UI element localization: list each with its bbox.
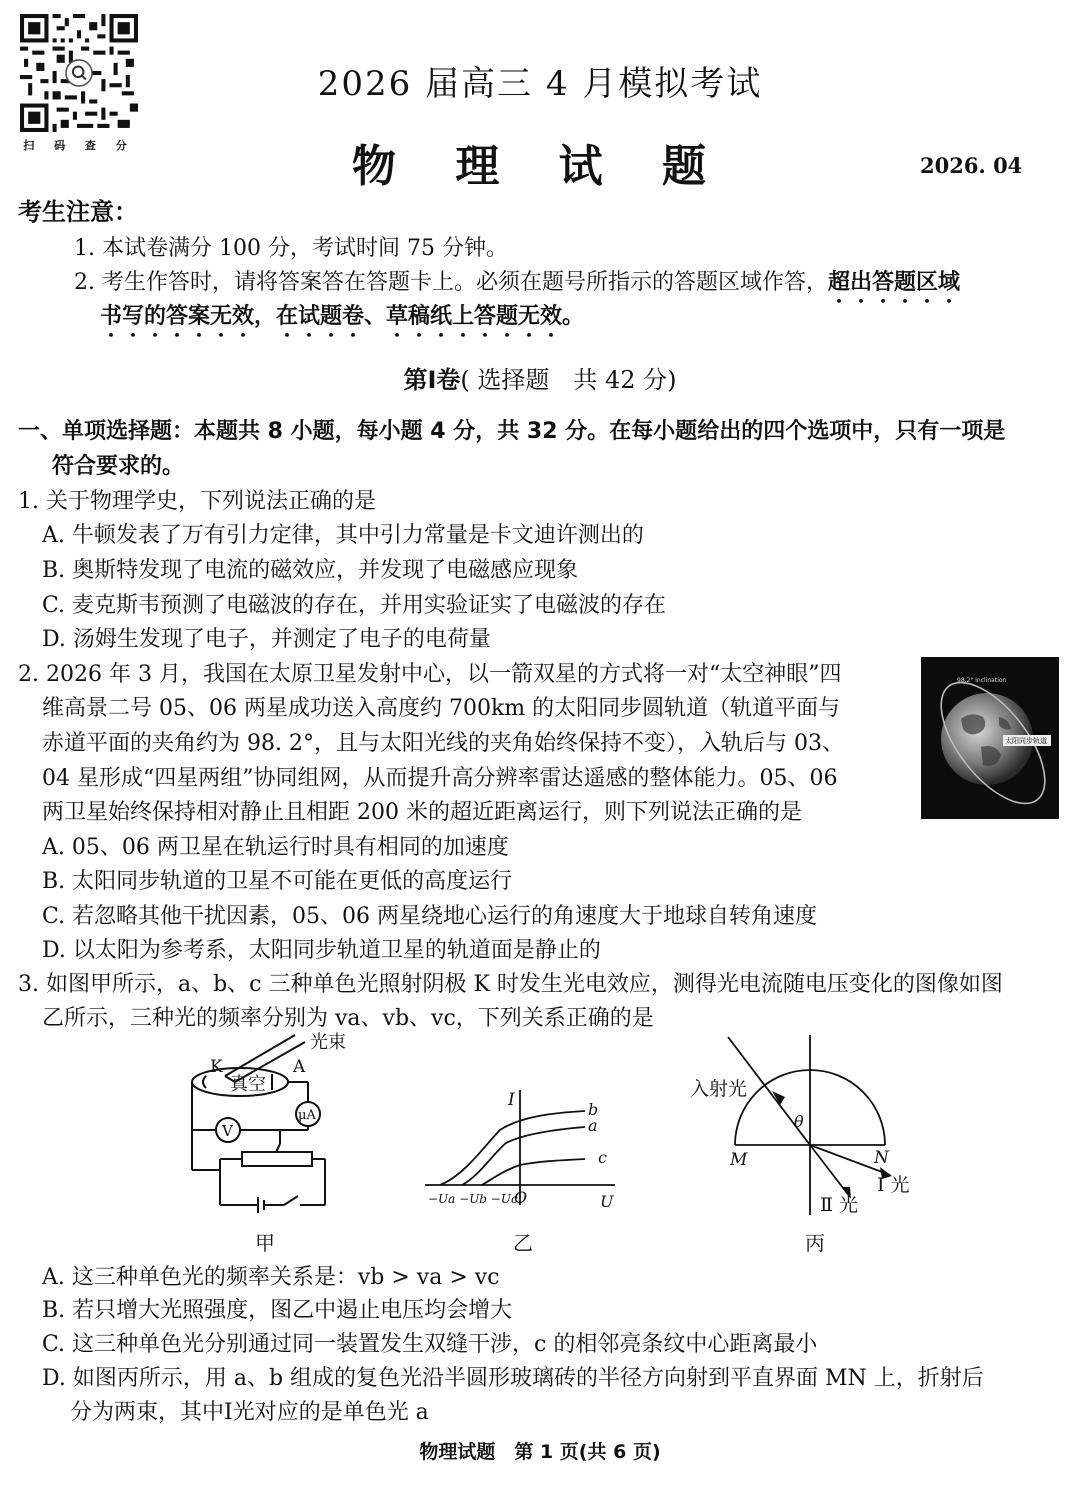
bing-m-label: M [730, 1150, 748, 1170]
exam-title: 2026 届高三 4 月模拟考试 [317, 64, 763, 104]
bing-n-label: N [874, 1148, 889, 1168]
q3-option-b: B. 若只增大光照强度，图乙中遏止电压均会增大 [42, 1298, 513, 1323]
notice-heading: 考生注意： [18, 198, 138, 226]
notice-item-2-text: 2. 考生作答时，请将答案答在答题卡上。必须在题号所指示的答题区域作答， [74, 270, 828, 295]
figure-jia-circuit [180, 1030, 350, 1220]
q2-stem-line4: 04 星形成“四星两组”协同组网，从而提升高分辨率雷达遥感的整体能力。05、06 [42, 766, 838, 791]
yi-u-axis: U [600, 1192, 614, 1211]
q2-stem-line1: 2. 2026 年 3 月，我国在太原卫星发射中心，以一箭双星的方式将一对“太空神眼”四 [18, 662, 842, 687]
bing-light2-label: Ⅱ 光 [820, 1194, 858, 1216]
q1-option-d: D. 汤姆生发现了电子，并测定了电子的电荷量 [42, 627, 491, 652]
q2-stem-line5: 两卫星始终保持相对静止且相距 200 米的超近距离运行，则下列说法正确的是 [42, 800, 802, 825]
earth-image-label-1: 98.2° inclination [957, 677, 1007, 684]
bing-incident-label: 入射光 [690, 1078, 748, 1100]
yi-series-b: b [588, 1100, 599, 1119]
notice-item-1: 1. 本试卷满分 100 分，考试时间 75 分钟。 [74, 236, 508, 261]
section-heading-line1: 一、单项选择题：本题共 8 小题，每小题 4 分，共 32 分。在每小题给出的四个选项中，只有一项是 [18, 419, 1006, 444]
earth-image-label-2: 太阳同步轨道 [1005, 737, 1047, 745]
figure-jia-label: 甲 [255, 1231, 275, 1255]
exam-date: 2026. 04 [920, 153, 1023, 178]
figure-bing-label: 丙 [805, 1231, 825, 1255]
jia-k-label: K [210, 1057, 223, 1077]
q3-option-d-line2: 分为两束，其中Ⅰ光对应的是单色光 a [70, 1400, 429, 1425]
q2-option-c: C. 若忽略其他干扰因素，05、06 两星绕地心运行的角速度大于地球自转角速度 [42, 904, 818, 929]
earth-orbit-image [921, 657, 1059, 819]
q2-option-a: A. 05、06 两卫星在轨运行时具有相同的加速度 [42, 835, 509, 860]
notice-item-2-emphasis-b: 书写的答案无效，在试题卷、草稿纸上答题无效。 [100, 304, 585, 329]
yi-series-a: a [588, 1116, 598, 1135]
q3-option-c: C. 这三种单色光分别通过同一装置发生双缝干涉，c 的相邻亮条纹中心距离最小 [42, 1332, 818, 1357]
section-heading-line2: 符合要求的。 [52, 454, 185, 479]
q3-option-d-line1: D. 如图丙所示，用 a、b 组成的复色光沿半圆形玻璃砖的半径方向射到平直界面 MN 上，折射后 [42, 1366, 984, 1391]
figure-yi-graph [420, 1085, 620, 1225]
bing-light1-label: Ⅰ 光 [877, 1174, 910, 1196]
jia-vacuum-label: 真空 [230, 1074, 266, 1095]
jia-beam-label: 光束 [310, 1032, 346, 1053]
q1-option-b: B. 奥斯特发现了电流的磁效应，并发现了电磁感应现象 [42, 558, 579, 583]
page-footer: 物理试题 第 1 页(共 6 页) [419, 1441, 661, 1463]
q3-stem-line1: 3. 如图甲所示，a、b、c 三种单色光照射阴极 K 时发生光电效应，测得光电流随电压变化的图像如图 [18, 972, 1003, 997]
qr-caption: 扫 码 查 分 [23, 139, 135, 152]
figure-yi-label: 乙 [513, 1231, 533, 1255]
subject-title: 物 理 试 题 [352, 141, 728, 192]
yi-i-axis: I [508, 1090, 515, 1110]
jia-a-label: A [293, 1057, 306, 1077]
part-title [0, 360, 1080, 395]
part-title-rest: ( 选择题 共 42 分) [460, 366, 677, 394]
q1-stem: 1. 关于物理学史，下列说法正确的是 [18, 489, 376, 514]
q2-option-b: B. 太阳同步轨道的卫星不可能在更低的高度运行 [42, 869, 513, 894]
figure-bing-refraction [680, 1035, 930, 1225]
q2-option-d: D. 以太阳为参考系，太阳同步轨道卫星的轨道面是静止的 [42, 938, 601, 963]
q3-option-a: A. 这三种单色光的频率关系是：vb > va > vc [42, 1265, 500, 1290]
q3-stem-line2: 乙所示，三种光的频率分别为 va、vb、vc，下列关系正确的是 [42, 1006, 654, 1031]
q2-stem-line3: 赤道平面的夹角约为 98. 2°，且与太阳光线的夹角始终保持不变），入轨后与 03、 [42, 731, 844, 756]
q1-option-a: A. 牛顿发表了万有引力定律，其中引力常量是卡文迪许测出的 [42, 523, 644, 548]
q1-option-c: C. 麦克斯韦预测了电磁波的存在，并用实验证实了电磁波的存在 [42, 593, 667, 618]
q2-stem-line2: 维高景二号 05、06 两星成功送入高度约 700km 的太阳同步圆轨道（轨道平面与 [42, 696, 841, 721]
part-title-bold: 第Ⅰ卷 [403, 366, 461, 394]
yi-origin: O [514, 1188, 528, 1207]
yi-series-c: c [598, 1148, 607, 1167]
bing-theta-label: θ [794, 1112, 804, 1131]
notice-item-2-emphasis-a: 超出答题区域 [828, 270, 961, 295]
jia-voltmeter-label: V [222, 1122, 233, 1140]
yi-ticks: −Ua −Ub −Uc [428, 1192, 518, 1206]
jia-ammeter-label: μA [298, 1108, 316, 1123]
